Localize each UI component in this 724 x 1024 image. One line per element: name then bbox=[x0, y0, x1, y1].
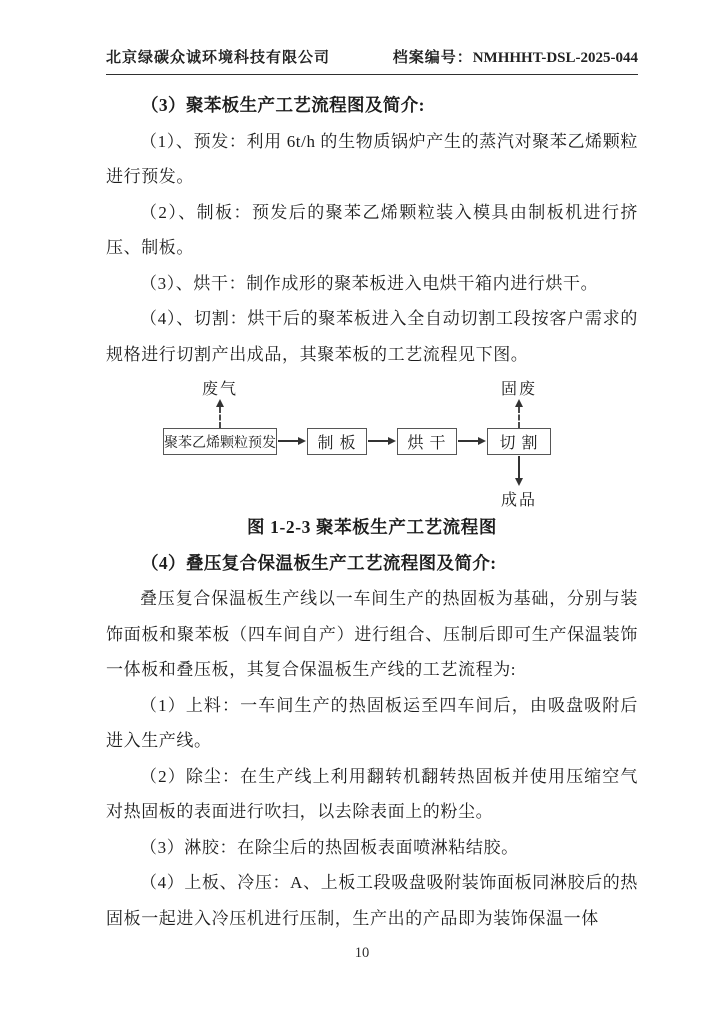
paragraph-section4-intro: 叠压复合保温板生产线以一车间生产的热固板为基础，分别与装饰面板和聚苯板（四车间自产）进行组合、压制后即可生产保温装饰一体板和叠压板，其复合保温板生产线的工艺流程为: bbox=[106, 589, 638, 679]
solid-waste-label: 固废 bbox=[500, 381, 537, 398]
arrow-right-icon bbox=[368, 436, 396, 446]
arrow-up-dashed-icon bbox=[514, 399, 524, 428]
paragraph-loading: （1）上料：一车间生产的热固板运至四车间后，由吸盘吸附后进入生产线。 bbox=[106, 695, 638, 750]
flow-box-prefoaming: 聚苯乙烯颗粒预发 bbox=[163, 428, 277, 455]
company-name: 北京绿碳众诚环境科技有限公司 bbox=[106, 50, 331, 66]
paragraph-cutting: （4）、切割：烘干后的聚苯板进入全自动切割工段按客户需求的规格进行切割产出成品，其聚苯板的工艺流程见下图。 bbox=[106, 309, 638, 364]
section-4-heading: （4）叠压复合保温板生产工艺流程图及简介: bbox=[141, 552, 497, 573]
paragraph-cold-pressing: （4）上板、冷压：A、上板工段吸盘吸附装饰面板同淋胶后的热固板一起进入冷压机进行压制，生产出的产品即为装饰保温一体 bbox=[106, 873, 638, 928]
document-content bbox=[106, 88, 638, 936]
paragraph-dust-removal: （2）除尘：在生产线上利用翻转机翻转热固板并使用压缩空气对热固板的表面进行吹扫，以去除表面上的粉尘。 bbox=[106, 766, 638, 821]
product-label: 成品 bbox=[500, 492, 537, 509]
archive-label: 档案编号： bbox=[392, 50, 473, 66]
paragraph-prefoaming: （1）、预发：利用 6t/h 的生物质锅炉产生的蒸汽对聚苯乙烯颗粒进行预发。 bbox=[106, 131, 638, 186]
arrow-right-icon bbox=[458, 436, 486, 446]
page-number: 10 bbox=[354, 945, 370, 961]
archive-value: NMHHHT-DSL-2025-044 bbox=[472, 50, 638, 66]
figure-caption: 图 1-2-3 聚苯板生产工艺流程图 bbox=[247, 517, 497, 537]
waste-gas-label: 废气 bbox=[201, 381, 238, 398]
page-header bbox=[106, 46, 638, 75]
archive-number bbox=[393, 46, 638, 67]
flow-box-board-forming: 制 板 bbox=[307, 428, 367, 455]
paragraph-board-forming: （2）、制板：预发后的聚苯乙烯颗粒装入模具由制板机进行挤压、制板。 bbox=[106, 202, 638, 257]
arrow-right-icon bbox=[278, 436, 306, 446]
arrow-down-solid-icon bbox=[514, 456, 524, 486]
flow-box-drying: 烘 干 bbox=[397, 428, 457, 455]
flow-box-cutting: 切 割 bbox=[487, 428, 551, 455]
paragraph-glue-pouring: （3）淋胶：在除尘后的热固板表面喷淋粘结胶。 bbox=[140, 837, 519, 857]
process-flow-diagram bbox=[106, 374, 638, 510]
arrow-up-dashed-icon bbox=[215, 399, 225, 428]
paragraph-drying: （3）、烘干：制作成形的聚苯板进入电烘干箱内进行烘干。 bbox=[140, 273, 599, 293]
section-3-heading: （3）聚苯板生产工艺流程图及简介: bbox=[141, 95, 425, 115]
